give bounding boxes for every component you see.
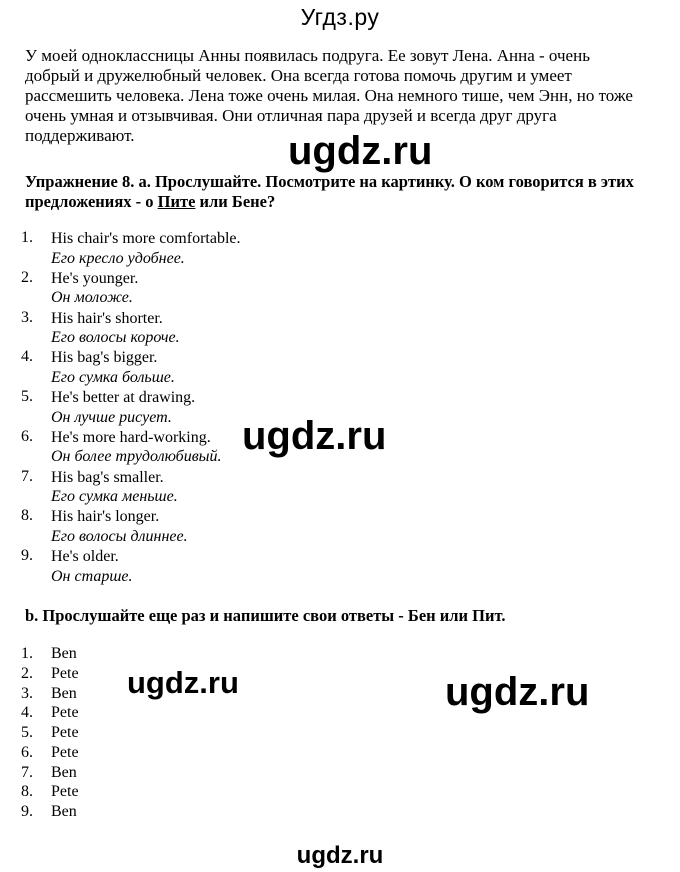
item-english: His chair's more comfortable.: [51, 230, 241, 247]
list-item: [21, 348, 240, 388]
answer-item: [21, 644, 79, 664]
list-item: [21, 547, 240, 587]
list-item: [21, 309, 240, 349]
item-translation: Он лучше рисует.: [51, 408, 172, 426]
list-item: [21, 507, 240, 547]
item-translation: Он моложе.: [51, 289, 133, 307]
item-translation: Он более трудолюбивый.: [51, 448, 222, 466]
answer-number: 6.: [21, 743, 33, 761]
answer-item: [21, 664, 79, 684]
answer-item: [21, 684, 79, 704]
item-translation: Его волосы короче.: [51, 329, 180, 346]
watermark: ugdz.ru: [445, 670, 590, 714]
item-number: 4.: [21, 348, 33, 366]
answer-name: Ben: [51, 803, 77, 820]
answer-name: Ben: [51, 763, 77, 781]
intro-paragraph: У моей одноклассницы Анны появилась подруга. Ее зовут Лена. Анна - очень добрый и дружелюбный человек. Она всегда готова помочь другим и умеет рассмешить человека. Лена тоже очень милая. Она немного тише, чем Энн, но тоже очень умная и отзывчивая. Они отличная пара друзей и всегда друг друга поддерживают.: [25, 46, 633, 145]
answer-item: [21, 763, 79, 783]
item-number: 2.: [21, 268, 33, 286]
item-english: His bag's bigger.: [51, 349, 158, 367]
watermark-footer: ugdz.ru: [296, 842, 384, 869]
item-number: 6.: [21, 427, 33, 445]
list-item: [21, 468, 240, 508]
answer-number: 1.: [21, 645, 33, 662]
item-number: 3.: [21, 308, 33, 326]
answer-name: Pete: [51, 783, 79, 801]
answer-number: 5.: [21, 724, 33, 741]
answer-name: Pete: [51, 743, 79, 761]
watermark: ugdz.ru: [242, 414, 387, 458]
answer-number: 2.: [21, 664, 33, 682]
answer-name: Ben: [51, 645, 77, 662]
item-number: 5.: [21, 388, 33, 405]
item-translation: Его кресло удобнее.: [51, 249, 185, 267]
answer-name: Pete: [51, 664, 79, 682]
exercise-a-list: [21, 229, 240, 587]
watermark: ugdz.ru: [127, 665, 239, 700]
watermark: ugdz.ru: [288, 129, 433, 173]
exercise-a-heading: [25, 172, 650, 212]
site-title: Угдз.ру: [300, 4, 380, 30]
list-item: [21, 388, 240, 428]
item-translation: Он старше.: [51, 567, 133, 585]
answer-item: [21, 703, 79, 723]
exercise-b-answers: [21, 644, 79, 822]
answer-item: [21, 743, 79, 763]
item-translation: Его сумка больше.: [51, 368, 175, 386]
item-english: His hair's shorter.: [51, 309, 163, 327]
answer-number: 7.: [21, 763, 33, 781]
item-english: He's better at drawing.: [51, 389, 196, 406]
answer-name: Pete: [51, 724, 79, 741]
answer-number: 3.: [21, 684, 33, 702]
answer-item: [21, 782, 79, 802]
exercise-a-heading-start: Упражнение 8. a. Прослушайте. Посмотрите на картинку. О ком говорится в этих предложениях - о: [25, 172, 634, 211]
exercise-b-heading: b. Прослушайте еще раз и напишите свои ответы - Бен или Пит.: [25, 606, 506, 625]
item-number: 8.: [21, 507, 33, 525]
item-english: His hair's longer.: [51, 508, 160, 526]
answer-item: [21, 802, 79, 822]
item-english: He's younger.: [51, 269, 139, 287]
item-translation: Его сумка меньше.: [51, 488, 178, 505]
exercise-a-heading-underlined: Пите: [157, 192, 196, 211]
answer-item: [21, 723, 79, 743]
item-english: His bag's smaller.: [51, 468, 164, 486]
exercise-a-heading-end: или Бене?: [195, 192, 276, 211]
answer-name: Ben: [51, 684, 77, 702]
item-english: He's older.: [51, 548, 119, 565]
answer-number: 4.: [21, 704, 33, 722]
item-number: 1.: [21, 229, 33, 246]
answer-number: 8.: [21, 783, 33, 801]
list-item: [21, 229, 240, 269]
item-number: 9.: [21, 547, 33, 564]
list-item: [21, 428, 240, 468]
item-english: He's more hard-working.: [51, 428, 211, 446]
list-item: [21, 269, 240, 309]
item-translation: Его волосы длиннее.: [51, 527, 188, 545]
answer-number: 9.: [21, 803, 33, 820]
item-number: 7.: [21, 467, 33, 485]
answer-name: Pete: [51, 704, 79, 722]
